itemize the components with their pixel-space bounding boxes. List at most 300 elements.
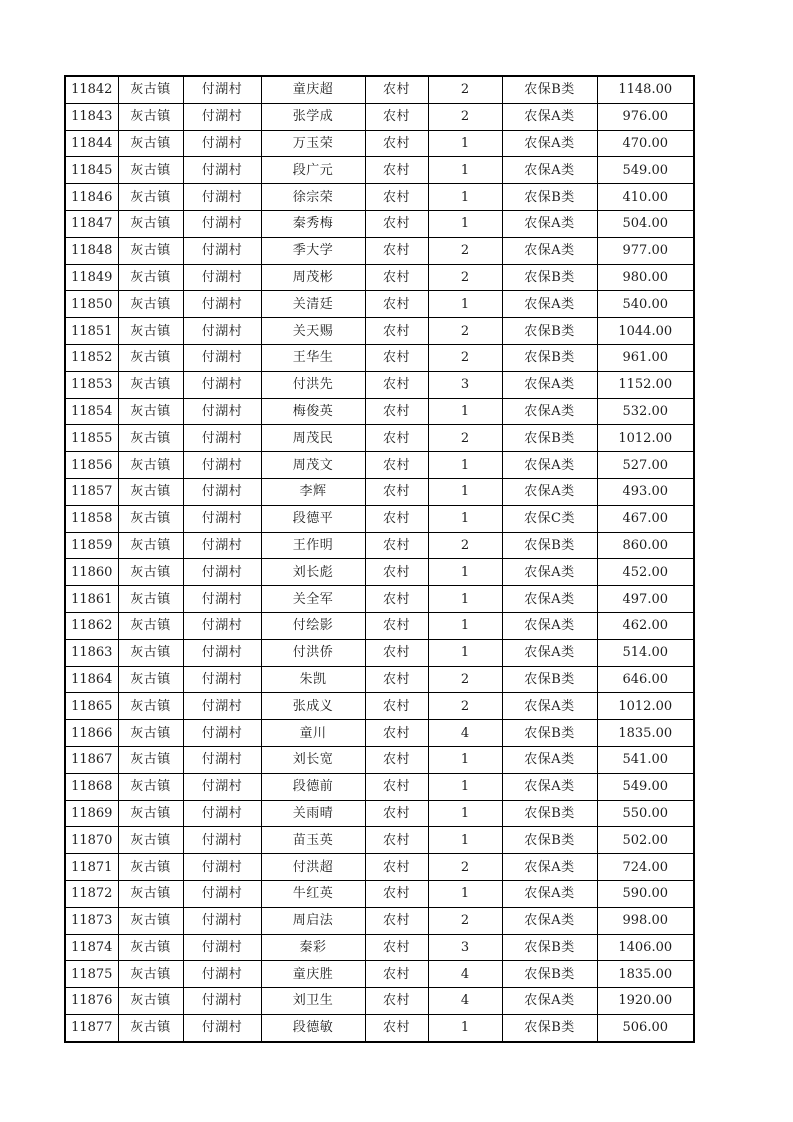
cell-name: 付洪超: [261, 854, 365, 881]
cell-name: 秦秀梅: [261, 210, 365, 237]
cell-village: 付湖村: [183, 532, 261, 559]
cell-village: 付湖村: [183, 344, 261, 371]
cell-name: 童庆超: [261, 76, 365, 103]
cell-name: 周茂彬: [261, 264, 365, 291]
cell-town: 灰古镇: [118, 291, 183, 318]
table-row: [65, 880, 694, 907]
cell-town: 灰古镇: [118, 344, 183, 371]
cell-town: 灰古镇: [118, 934, 183, 961]
cell-id: 11869: [65, 800, 118, 827]
cell-residence-type: 农村: [365, 130, 428, 157]
cell-village: 付湖村: [183, 773, 261, 800]
cell-name: 王华生: [261, 344, 365, 371]
cell-id: 11874: [65, 934, 118, 961]
cell-village: 付湖村: [183, 318, 261, 345]
cell-residence-type: 农村: [365, 746, 428, 773]
cell-village: 付湖村: [183, 130, 261, 157]
cell-id: 11875: [65, 961, 118, 988]
cell-insurance-category: 农保A类: [502, 639, 597, 666]
cell-town: 灰古镇: [118, 988, 183, 1015]
table-row: [65, 1014, 694, 1041]
cell-name: 周茂民: [261, 425, 365, 452]
table-row: [65, 318, 694, 345]
cell-name: 关天赐: [261, 318, 365, 345]
cell-town: 灰古镇: [118, 371, 183, 398]
cell-residence-type: 农村: [365, 827, 428, 854]
cell-village: 付湖村: [183, 371, 261, 398]
cell-amount: 532.00: [597, 398, 694, 425]
table-row: [65, 291, 694, 318]
cell-name: 李辉: [261, 478, 365, 505]
cell-person-count: 4: [428, 720, 502, 747]
cell-id: 11872: [65, 880, 118, 907]
cell-amount: 976.00: [597, 103, 694, 130]
cell-village: 付湖村: [183, 264, 261, 291]
cell-id: 11846: [65, 184, 118, 211]
cell-village: 付湖村: [183, 398, 261, 425]
cell-amount: 470.00: [597, 130, 694, 157]
cell-amount: 590.00: [597, 880, 694, 907]
cell-town: 灰古镇: [118, 639, 183, 666]
cell-village: 付湖村: [183, 612, 261, 639]
table-row: [65, 907, 694, 934]
cell-person-count: 2: [428, 854, 502, 881]
cell-town: 灰古镇: [118, 505, 183, 532]
cell-name: 段广元: [261, 157, 365, 184]
cell-person-count: 1: [428, 612, 502, 639]
cell-name: 关雨晴: [261, 800, 365, 827]
cell-person-count: 2: [428, 344, 502, 371]
cell-insurance-category: 农保A类: [502, 586, 597, 613]
cell-insurance-category: 农保A类: [502, 559, 597, 586]
table-row: [65, 693, 694, 720]
cell-id: 11861: [65, 586, 118, 613]
cell-person-count: 2: [428, 76, 502, 103]
cell-town: 灰古镇: [118, 425, 183, 452]
cell-residence-type: 农村: [365, 264, 428, 291]
cell-person-count: 2: [428, 532, 502, 559]
cell-person-count: 1: [428, 157, 502, 184]
cell-id: 11852: [65, 344, 118, 371]
table-body: [65, 76, 694, 1042]
cell-village: 付湖村: [183, 237, 261, 264]
cell-id: 11842: [65, 76, 118, 103]
cell-person-count: 2: [428, 907, 502, 934]
cell-village: 付湖村: [183, 800, 261, 827]
cell-town: 灰古镇: [118, 827, 183, 854]
cell-village: 付湖村: [183, 720, 261, 747]
cell-name: 关清廷: [261, 291, 365, 318]
cell-person-count: 1: [428, 559, 502, 586]
cell-village: 付湖村: [183, 559, 261, 586]
cell-residence-type: 农村: [365, 1014, 428, 1041]
cell-town: 灰古镇: [118, 264, 183, 291]
cell-insurance-category: 农保B类: [502, 934, 597, 961]
cell-id: 11857: [65, 478, 118, 505]
cell-village: 付湖村: [183, 291, 261, 318]
cell-person-count: 1: [428, 452, 502, 479]
cell-residence-type: 农村: [365, 398, 428, 425]
cell-name: 关全军: [261, 586, 365, 613]
cell-insurance-category: 农保B类: [502, 961, 597, 988]
cell-id: 11865: [65, 693, 118, 720]
table-row: [65, 612, 694, 639]
cell-insurance-category: 农保A类: [502, 130, 597, 157]
cell-village: 付湖村: [183, 827, 261, 854]
cell-residence-type: 农村: [365, 800, 428, 827]
cell-residence-type: 农村: [365, 854, 428, 881]
cell-insurance-category: 农保B类: [502, 1014, 597, 1041]
cell-village: 付湖村: [183, 76, 261, 103]
cell-amount: 860.00: [597, 532, 694, 559]
cell-town: 灰古镇: [118, 773, 183, 800]
table-row: [65, 988, 694, 1015]
cell-insurance-category: 农保B类: [502, 344, 597, 371]
table-row: [65, 505, 694, 532]
cell-amount: 1835.00: [597, 720, 694, 747]
table-row: [65, 478, 694, 505]
cell-village: 付湖村: [183, 988, 261, 1015]
table-row: [65, 720, 694, 747]
table-row: [65, 103, 694, 130]
cell-name: 苗玉英: [261, 827, 365, 854]
cell-person-count: 1: [428, 210, 502, 237]
cell-town: 灰古镇: [118, 720, 183, 747]
table-row: [65, 827, 694, 854]
table-row: [65, 559, 694, 586]
table-row: [65, 157, 694, 184]
cell-residence-type: 农村: [365, 318, 428, 345]
cell-amount: 514.00: [597, 639, 694, 666]
cell-amount: 504.00: [597, 210, 694, 237]
cell-residence-type: 农村: [365, 988, 428, 1015]
cell-person-count: 4: [428, 961, 502, 988]
table-row: [65, 237, 694, 264]
cell-town: 灰古镇: [118, 961, 183, 988]
cell-amount: 998.00: [597, 907, 694, 934]
cell-insurance-category: 农保A类: [502, 988, 597, 1015]
cell-id: 11866: [65, 720, 118, 747]
cell-amount: 462.00: [597, 612, 694, 639]
cell-name: 周茂文: [261, 452, 365, 479]
cell-person-count: 1: [428, 773, 502, 800]
cell-id: 11856: [65, 452, 118, 479]
cell-person-count: 1: [428, 398, 502, 425]
cell-id: 11849: [65, 264, 118, 291]
cell-amount: 550.00: [597, 800, 694, 827]
cell-person-count: 1: [428, 800, 502, 827]
cell-amount: 1152.00: [597, 371, 694, 398]
cell-insurance-category: 农保A类: [502, 398, 597, 425]
cell-insurance-category: 农保B类: [502, 425, 597, 452]
cell-residence-type: 农村: [365, 478, 428, 505]
cell-id: 11860: [65, 559, 118, 586]
cell-residence-type: 农村: [365, 880, 428, 907]
cell-amount: 497.00: [597, 586, 694, 613]
cell-id: 11854: [65, 398, 118, 425]
cell-residence-type: 农村: [365, 773, 428, 800]
cell-name: 梅俊英: [261, 398, 365, 425]
cell-person-count: 2: [428, 318, 502, 345]
table-row: [65, 398, 694, 425]
table-row: [65, 264, 694, 291]
cell-village: 付湖村: [183, 505, 261, 532]
cell-town: 灰古镇: [118, 130, 183, 157]
cell-residence-type: 农村: [365, 639, 428, 666]
cell-amount: 527.00: [597, 452, 694, 479]
cell-id: 11858: [65, 505, 118, 532]
cell-id: 11843: [65, 103, 118, 130]
table-row: [65, 532, 694, 559]
cell-person-count: 2: [428, 666, 502, 693]
cell-town: 灰古镇: [118, 210, 183, 237]
cell-insurance-category: 农保B类: [502, 532, 597, 559]
cell-residence-type: 农村: [365, 184, 428, 211]
cell-insurance-category: 农保A类: [502, 210, 597, 237]
cell-residence-type: 农村: [365, 559, 428, 586]
cell-id: 11877: [65, 1014, 118, 1041]
cell-town: 灰古镇: [118, 746, 183, 773]
cell-town: 灰古镇: [118, 1014, 183, 1041]
cell-village: 付湖村: [183, 854, 261, 881]
cell-village: 付湖村: [183, 666, 261, 693]
insurance-roster-table: [64, 75, 695, 1043]
cell-id: 11867: [65, 746, 118, 773]
cell-village: 付湖村: [183, 907, 261, 934]
cell-id: 11845: [65, 157, 118, 184]
cell-person-count: 1: [428, 1014, 502, 1041]
cell-name: 周启法: [261, 907, 365, 934]
cell-village: 付湖村: [183, 210, 261, 237]
cell-village: 付湖村: [183, 157, 261, 184]
cell-village: 付湖村: [183, 586, 261, 613]
cell-id: 11864: [65, 666, 118, 693]
cell-amount: 540.00: [597, 291, 694, 318]
cell-name: 张学成: [261, 103, 365, 130]
cell-insurance-category: 农保B类: [502, 318, 597, 345]
cell-insurance-category: 农保A类: [502, 371, 597, 398]
cell-amount: 1920.00: [597, 988, 694, 1015]
cell-insurance-category: 农保A类: [502, 291, 597, 318]
cell-village: 付湖村: [183, 425, 261, 452]
cell-amount: 977.00: [597, 237, 694, 264]
cell-residence-type: 农村: [365, 452, 428, 479]
table-row: [65, 934, 694, 961]
cell-village: 付湖村: [183, 184, 261, 211]
cell-name: 段德前: [261, 773, 365, 800]
table-row: [65, 854, 694, 881]
cell-town: 灰古镇: [118, 532, 183, 559]
cell-name: 付洪先: [261, 371, 365, 398]
cell-name: 童川: [261, 720, 365, 747]
cell-amount: 1835.00: [597, 961, 694, 988]
cell-village: 付湖村: [183, 961, 261, 988]
cell-name: 王作明: [261, 532, 365, 559]
cell-village: 付湖村: [183, 693, 261, 720]
cell-residence-type: 农村: [365, 425, 428, 452]
cell-person-count: 1: [428, 880, 502, 907]
cell-name: 朱凯: [261, 666, 365, 693]
cell-town: 灰古镇: [118, 318, 183, 345]
cell-village: 付湖村: [183, 934, 261, 961]
table-row: [65, 586, 694, 613]
cell-insurance-category: 农保A类: [502, 880, 597, 907]
cell-person-count: 1: [428, 130, 502, 157]
table-row: [65, 961, 694, 988]
cell-village: 付湖村: [183, 746, 261, 773]
cell-residence-type: 农村: [365, 666, 428, 693]
cell-person-count: 1: [428, 184, 502, 211]
cell-town: 灰古镇: [118, 237, 183, 264]
cell-insurance-category: 农保B类: [502, 184, 597, 211]
cell-name: 张成义: [261, 693, 365, 720]
cell-town: 灰古镇: [118, 184, 183, 211]
cell-residence-type: 农村: [365, 103, 428, 130]
cell-insurance-category: 农保C类: [502, 505, 597, 532]
cell-insurance-category: 农保B类: [502, 76, 597, 103]
cell-id: 11853: [65, 371, 118, 398]
cell-person-count: 1: [428, 505, 502, 532]
cell-id: 11876: [65, 988, 118, 1015]
table-row: [65, 773, 694, 800]
cell-name: 徐宗荣: [261, 184, 365, 211]
cell-person-count: 1: [428, 639, 502, 666]
cell-name: 季大学: [261, 237, 365, 264]
cell-id: 11863: [65, 639, 118, 666]
cell-id: 11850: [65, 291, 118, 318]
cell-residence-type: 农村: [365, 720, 428, 747]
cell-amount: 467.00: [597, 505, 694, 532]
cell-person-count: 2: [428, 103, 502, 130]
table-row: [65, 452, 694, 479]
cell-insurance-category: 农保A类: [502, 746, 597, 773]
cell-id: 11868: [65, 773, 118, 800]
cell-name: 刘卫生: [261, 988, 365, 1015]
cell-id: 11871: [65, 854, 118, 881]
cell-amount: 1044.00: [597, 318, 694, 345]
cell-name: 秦彩: [261, 934, 365, 961]
cell-town: 灰古镇: [118, 76, 183, 103]
cell-amount: 1012.00: [597, 425, 694, 452]
cell-residence-type: 农村: [365, 693, 428, 720]
cell-person-count: 2: [428, 264, 502, 291]
cell-town: 灰古镇: [118, 880, 183, 907]
table-row: [65, 130, 694, 157]
cell-residence-type: 农村: [365, 934, 428, 961]
cell-insurance-category: 农保B类: [502, 264, 597, 291]
cell-residence-type: 农村: [365, 532, 428, 559]
cell-name: 段德敏: [261, 1014, 365, 1041]
cell-id: 11848: [65, 237, 118, 264]
cell-id: 11851: [65, 318, 118, 345]
cell-id: 11855: [65, 425, 118, 452]
cell-insurance-category: 农保B类: [502, 666, 597, 693]
cell-person-count: 1: [428, 478, 502, 505]
table-row: [65, 639, 694, 666]
cell-id: 11859: [65, 532, 118, 559]
cell-insurance-category: 农保A类: [502, 237, 597, 264]
cell-residence-type: 农村: [365, 961, 428, 988]
cell-amount: 493.00: [597, 478, 694, 505]
cell-town: 灰古镇: [118, 452, 183, 479]
cell-residence-type: 农村: [365, 76, 428, 103]
cell-insurance-category: 农保B类: [502, 800, 597, 827]
cell-person-count: 3: [428, 934, 502, 961]
cell-insurance-category: 农保A类: [502, 452, 597, 479]
table-row: [65, 425, 694, 452]
cell-residence-type: 农村: [365, 210, 428, 237]
cell-town: 灰古镇: [118, 398, 183, 425]
table-row: [65, 746, 694, 773]
cell-name: 付绘影: [261, 612, 365, 639]
cell-residence-type: 农村: [365, 586, 428, 613]
cell-amount: 541.00: [597, 746, 694, 773]
cell-village: 付湖村: [183, 880, 261, 907]
table-row: [65, 666, 694, 693]
cell-insurance-category: 农保A类: [502, 612, 597, 639]
cell-insurance-category: 农保B类: [502, 827, 597, 854]
cell-village: 付湖村: [183, 1014, 261, 1041]
cell-town: 灰古镇: [118, 157, 183, 184]
cell-amount: 1148.00: [597, 76, 694, 103]
cell-person-count: 3: [428, 371, 502, 398]
cell-amount: 549.00: [597, 157, 694, 184]
cell-amount: 549.00: [597, 773, 694, 800]
cell-amount: 1406.00: [597, 934, 694, 961]
cell-residence-type: 农村: [365, 505, 428, 532]
cell-amount: 506.00: [597, 1014, 694, 1041]
table-row: [65, 371, 694, 398]
cell-amount: 410.00: [597, 184, 694, 211]
cell-insurance-category: 农保A类: [502, 693, 597, 720]
table-row: [65, 76, 694, 103]
cell-town: 灰古镇: [118, 478, 183, 505]
cell-insurance-category: 农保A类: [502, 854, 597, 881]
cell-id: 11873: [65, 907, 118, 934]
cell-amount: 1012.00: [597, 693, 694, 720]
table-row: [65, 210, 694, 237]
cell-town: 灰古镇: [118, 693, 183, 720]
cell-village: 付湖村: [183, 478, 261, 505]
table-row: [65, 184, 694, 211]
cell-insurance-category: 农保A类: [502, 773, 597, 800]
cell-town: 灰古镇: [118, 586, 183, 613]
cell-name: 段德平: [261, 505, 365, 532]
cell-amount: 724.00: [597, 854, 694, 881]
cell-residence-type: 农村: [365, 344, 428, 371]
table-row: [65, 344, 694, 371]
cell-village: 付湖村: [183, 639, 261, 666]
cell-village: 付湖村: [183, 452, 261, 479]
cell-id: 11862: [65, 612, 118, 639]
cell-residence-type: 农村: [365, 612, 428, 639]
cell-name: 万玉荣: [261, 130, 365, 157]
cell-name: 刘长彪: [261, 559, 365, 586]
cell-amount: 646.00: [597, 666, 694, 693]
cell-person-count: 1: [428, 291, 502, 318]
cell-person-count: 1: [428, 827, 502, 854]
table-row: [65, 800, 694, 827]
cell-name: 付洪侨: [261, 639, 365, 666]
cell-insurance-category: 农保A类: [502, 157, 597, 184]
cell-insurance-category: 农保A类: [502, 907, 597, 934]
cell-residence-type: 农村: [365, 907, 428, 934]
cell-residence-type: 农村: [365, 237, 428, 264]
cell-residence-type: 农村: [365, 157, 428, 184]
cell-amount: 452.00: [597, 559, 694, 586]
cell-person-count: 2: [428, 237, 502, 264]
cell-village: 付湖村: [183, 103, 261, 130]
